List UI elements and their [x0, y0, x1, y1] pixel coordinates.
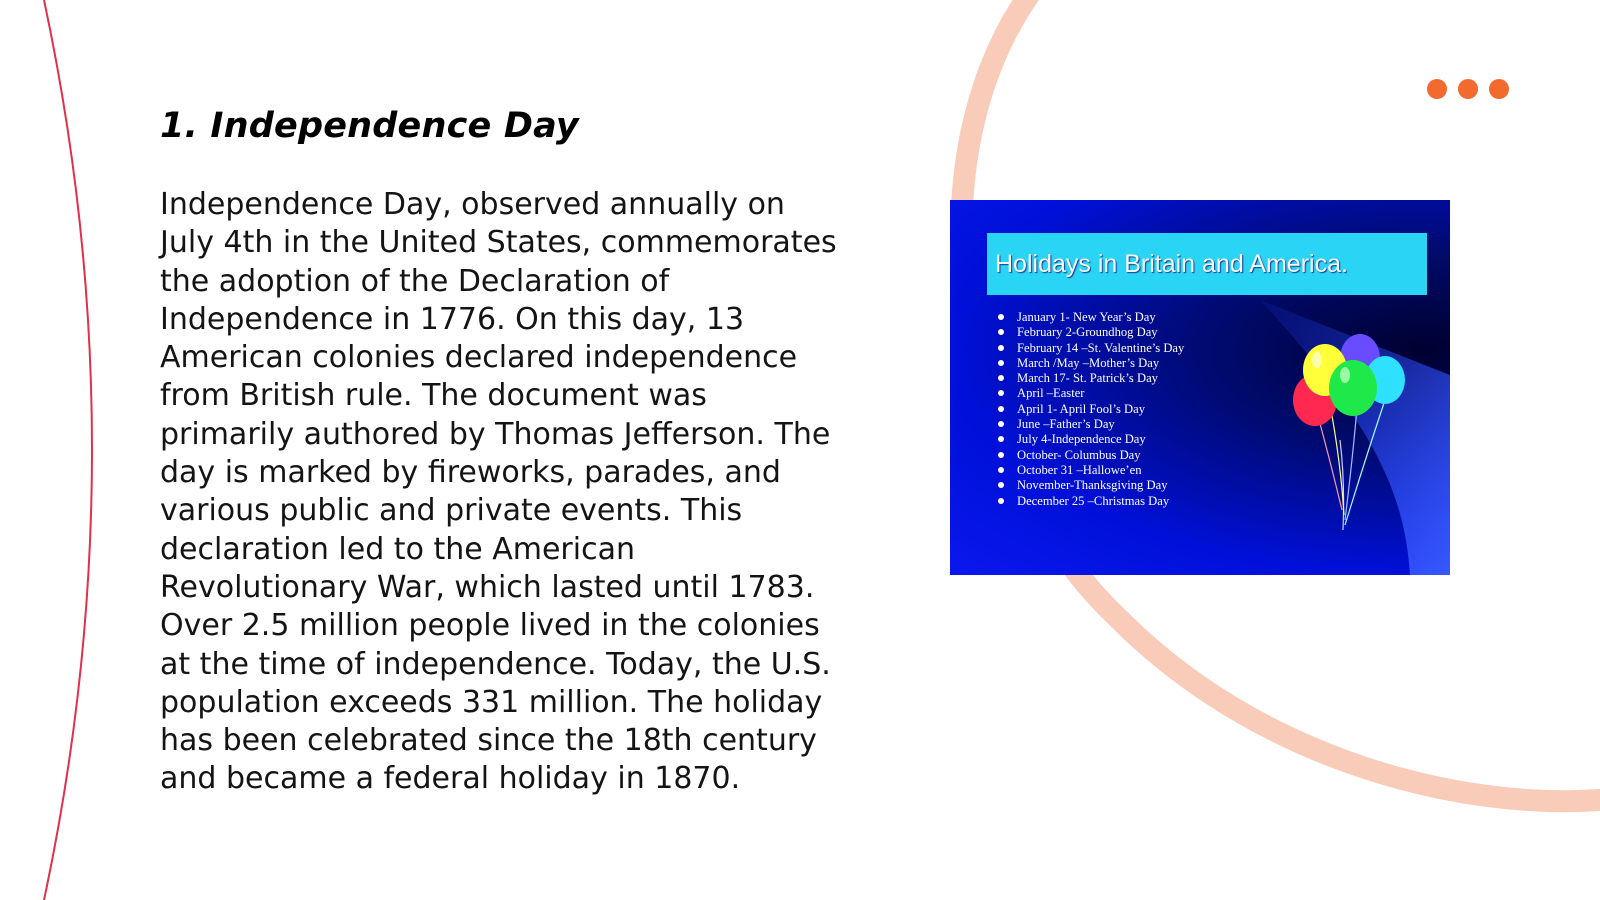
list-item: June –Father’s Day [998, 417, 1184, 432]
holiday-list [998, 310, 1184, 509]
dot-icon [1489, 79, 1509, 99]
page-title: 1. Independence Day [160, 106, 579, 146]
list-item: February 14 –St. Valentine’s Day [998, 341, 1184, 356]
list-item: January 1- New Year’s Day [998, 310, 1184, 325]
dot-icon [1427, 79, 1447, 99]
list-item: April –Easter [998, 386, 1184, 401]
dot-icon [1458, 79, 1478, 99]
list-item: February 2-Groundhog Day [998, 325, 1184, 340]
menu-dots [1427, 79, 1509, 99]
list-item: November-Thanksgiving Day [998, 478, 1184, 493]
slide-title-bar [987, 233, 1427, 295]
list-item: December 25 –Christmas Day [998, 494, 1184, 509]
slide-title-text: Holidays in Britain and America. [995, 250, 1348, 278]
balloons-illustration [1285, 330, 1435, 540]
list-item: March /May –Mother’s Day [998, 356, 1184, 371]
list-item: October 31 –Hallowe’en [998, 463, 1184, 478]
list-item: July 4-Independence Day [998, 432, 1184, 447]
list-item: October- Columbus Day [998, 448, 1184, 463]
body-paragraph: Independence Day, observed annually on July 4th in the United States, commemorates the adoption of the Declaration of Independence in 1776. On this day, 13 American colonies declared independence from British rule. The document was primarily authored by Thomas Jefferson. The day is marked by fireworks, parades, and various public and private events. This declaration led to the American Revolutionary War, which lasted until 1783. Over 2.5 million people lived in the colonies at the time of independence. Today, the U.S. population exceeds 331 million. The holiday has been celebrated since the 18th century and became a federal holiday in 1870. [160, 187, 837, 797]
list-item: April 1- April Fool’s Day [998, 402, 1184, 417]
holidays-slide-image [950, 200, 1450, 575]
list-item: March 17- St. Patrick’s Day [998, 371, 1184, 386]
left-red-curve [44, 0, 92, 900]
